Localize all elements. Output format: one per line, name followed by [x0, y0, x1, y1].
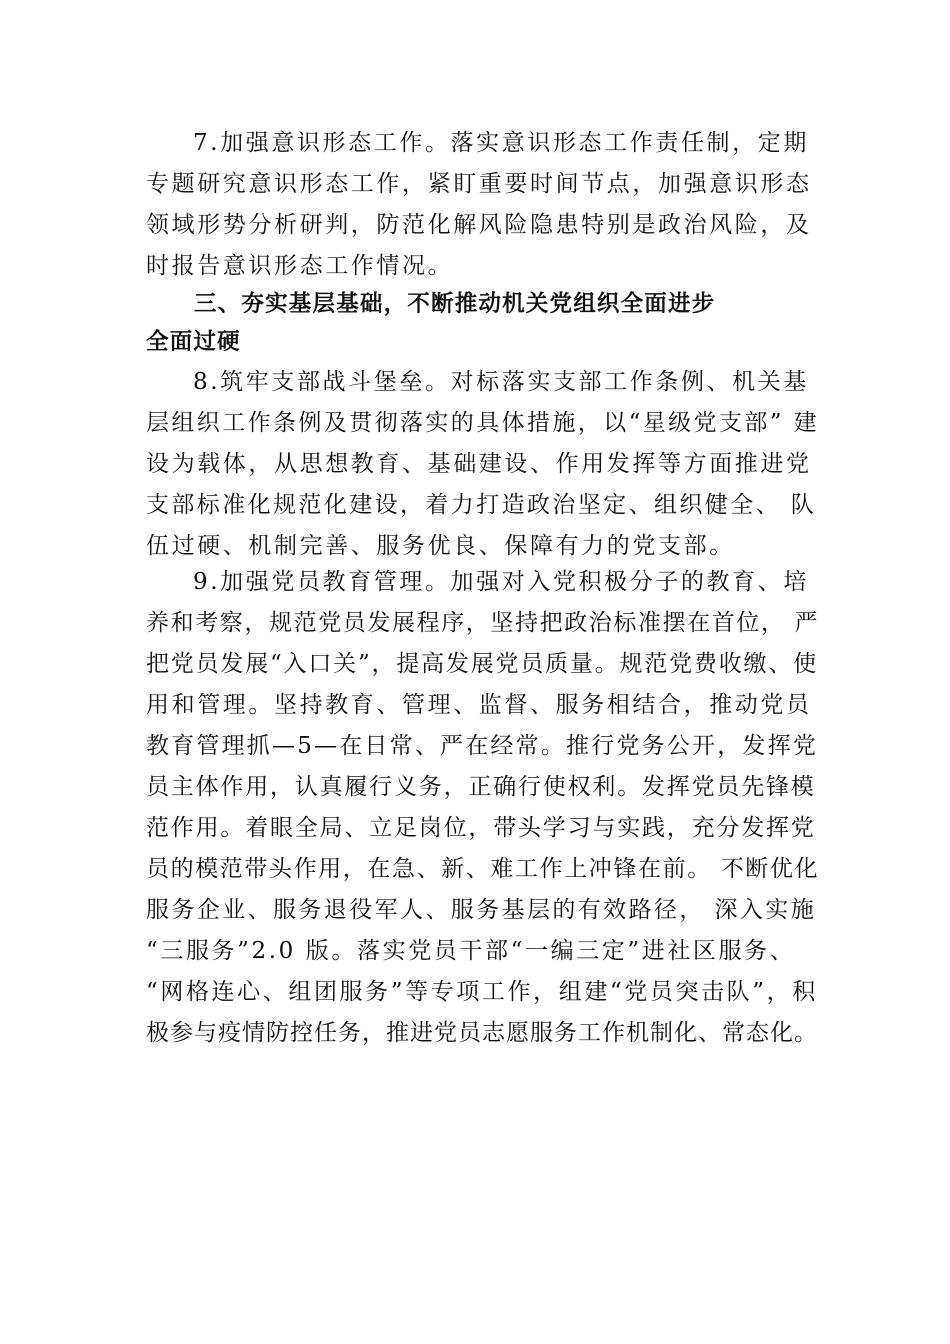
section8-line-4: 支部标准化规范化建设，着力打造政治坚定、组织健全、 队 — [146, 492, 817, 518]
section9-line-7: 范作用。着眼全局、立足岗位，带头学习与实践，充分发挥党 — [146, 815, 816, 841]
section9-line-11: “网格连心、组团服务”等专项工作，组建“党员突击队”，积 — [146, 979, 818, 1005]
section8-line-3: 设为载体，从思想教育、基础建设、作用发挥等方面推进党 — [146, 451, 812, 477]
section9-line-8: 员的模范带头作用，在急、新、难工作上冲锋在前。 不断优化 — [146, 856, 820, 882]
section8-line-2: 层组织工作条例及贯彻落实的具体措施，以“星级党支部” 建 — [146, 410, 820, 436]
section9-line-3: 把党员发展“入口关”，提高发展党员质量。规范党费收缴、使 — [146, 651, 818, 677]
section7-line-1: 7.加强意识形态工作。落实意识形态工作责任制，定期 — [193, 130, 809, 156]
section9-line-5: 教育管理抓—5—在日常、严在经常。推行党务公开，发挥党 — [146, 733, 819, 759]
section7-line-4: 时报告意识形态工作情况。 — [146, 253, 454, 279]
section7-line-2: 专题研究意识形态工作，紧盯重要时间节点，加强意识形态 — [146, 171, 812, 197]
section7-line-3: 领域形势分析研判，防范化解风险隐患特别是政治风险，及 — [146, 212, 812, 238]
section9-line-2: 养和考察，规范党员发展程序，坚持把政治标准摆在首位， 严 — [146, 610, 820, 636]
section8-line-1: 8.筑牢支部战斗堡垒。对标落实支部工作条例、机关基 — [193, 369, 809, 395]
heading3-line-1: 三、夯实基层基础，不断推动机关党组织全面进步 — [194, 291, 716, 317]
section9-line-6: 员主体作用，认真履行义务，正确行使权利。发挥党员先锋模 — [146, 774, 816, 800]
section9-line-10: “三服务”2.0 版。落实党员干部“一编三定”进社区服务、 — [146, 938, 796, 964]
section8-line-5: 伍过硬、机制完善、服务优良、保障有力的党支部。 — [146, 533, 735, 559]
section9-line-9: 服务企业、服务退役军人、服务基层的有效路径， 深入实施 — [146, 897, 817, 923]
section9-line-12: 极参与疫情防控任务，推进党员志愿服务工作机制化、常态化。 — [146, 1020, 818, 1046]
heading3-line-2: 全面过硬 — [146, 329, 241, 355]
section9-line-1: 9.加强党员教育管理。加强对入党积极分子的教育、培 — [193, 569, 809, 595]
section9-line-4: 用和管理。坚持教育、管理、监督、服务相结合，推动党员 — [146, 692, 812, 718]
